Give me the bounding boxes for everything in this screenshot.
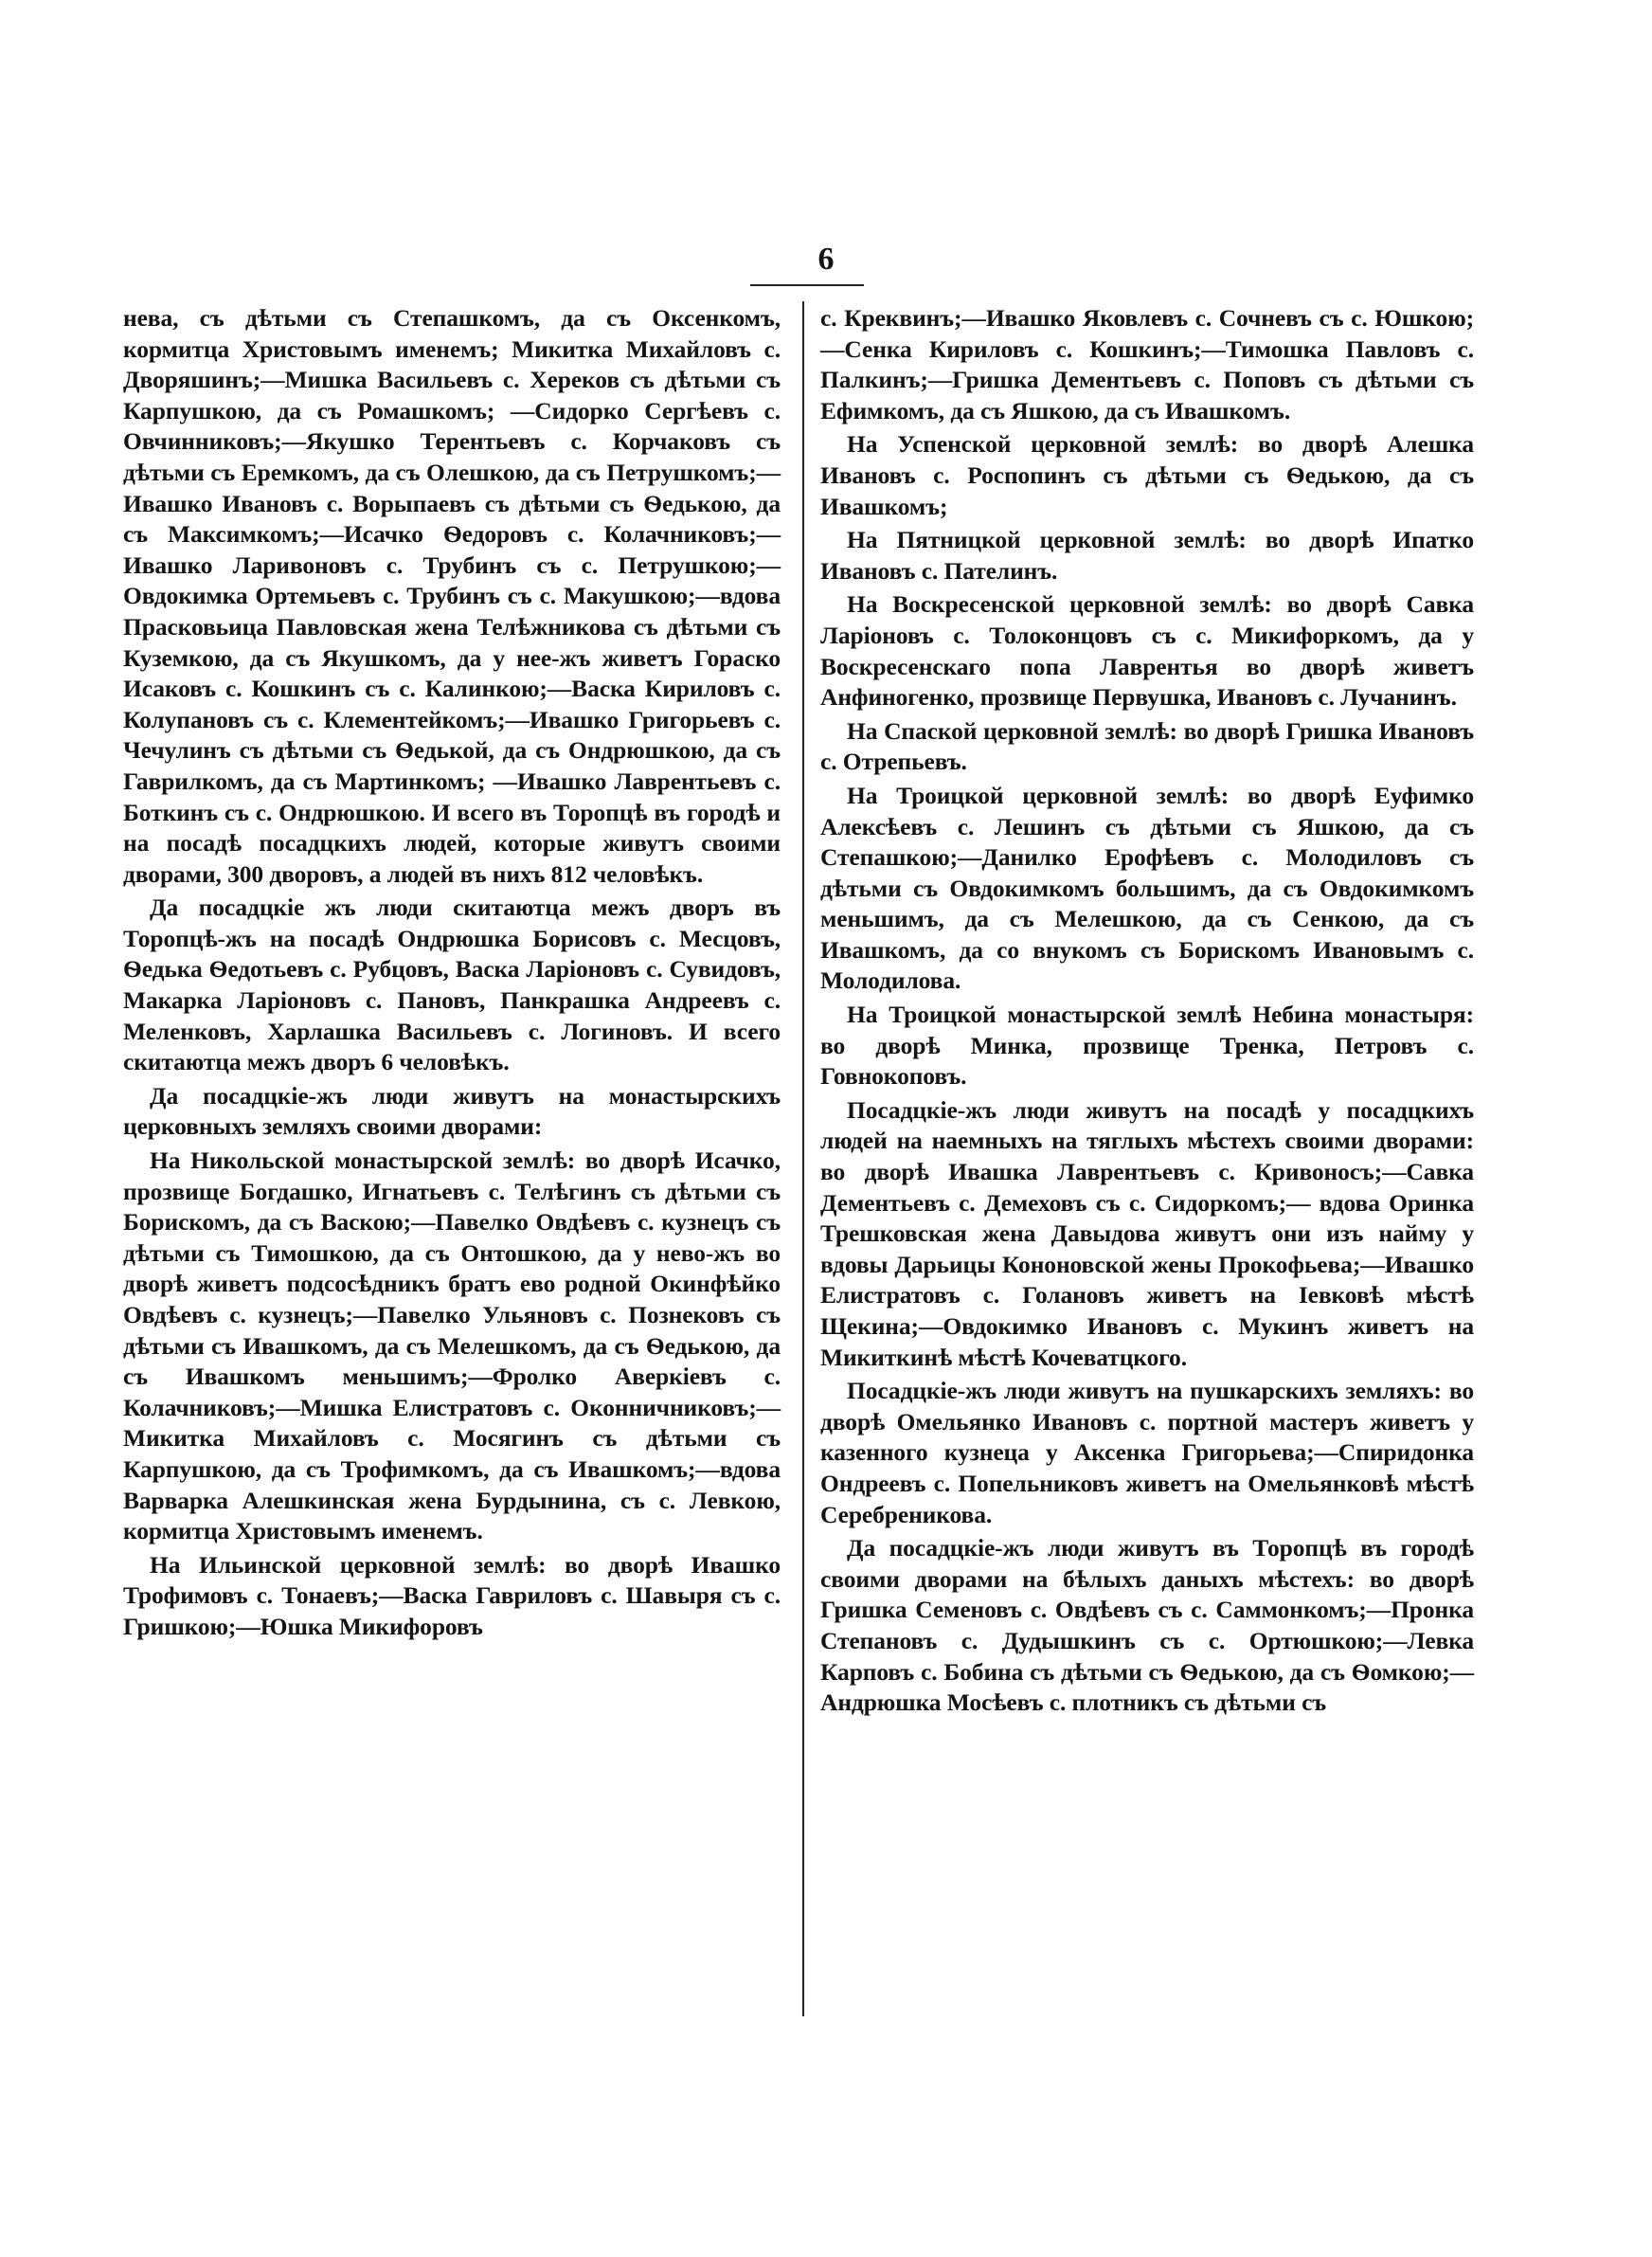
paragraph: На Воскресенской церковной землѣ: во дворѣ Савка Ларіоновъ с. Толоконцовъ съ с. Микифоркомъ, да у Воскресенскаго попа Лаврентья во дворѣ живетъ Анфиногенко, прозвище Первушка, Ивановъ с. Лучанинъ. <box>820 590 1474 712</box>
left-column <box>123 303 781 1646</box>
paragraph: Да посадцкіе-жъ люди живутъ на монастырскихъ церковныхъ земляхъ своими дворами: <box>123 1081 781 1141</box>
paragraph: На Спаской церковной землѣ: во дворѣ Гришка Ивановъ с. Отрепьевъ. <box>820 716 1474 776</box>
right-column <box>820 303 1474 1722</box>
column-divider <box>802 301 804 2016</box>
paragraph: На Пятницкой церковной землѣ: во дворѣ Ипатко Ивановъ с. Пателинъ. <box>820 526 1474 585</box>
paragraph: На Ильинской церковной землѣ: во дворѣ Ивашко Трофимовъ с. Тонаевъ;—Васка Гавриловъ с. Шавыря съ с. Гришкою;—Юшка Микифоровъ <box>123 1550 781 1640</box>
paragraph: На Троицкой монастырской землѣ Небина монастыря: во дворѣ Минка, прозвище Тренка, Петровъ с. Говнокоповъ. <box>820 1001 1474 1091</box>
paragraph: Да посадцкіе-жъ люди живутъ въ Торопцѣ въ городѣ своими дворами на бѣлыхъ даныхъ мѣстехъ: во дворѣ Гришка Семеновъ с. Овдѣевъ съ с. Саммонкомъ;—Пронка Степановъ с. Дудышкинъ съ с. Ортюшкою;—Левка Карповъ с. Бобина съ дѣтьми съ Ѳедькою, да съ Ѳомкою;—Андрюшка Мосѣевъ с. плотникъ съ дѣтьми съ <box>820 1534 1474 1717</box>
paragraph: Посадцкіе-жъ люди живутъ на пушкарскихъ земляхъ: во дворѣ Омельянко Ивановъ с. портной мастеръ живетъ у казенного кузнеца у Аксенка Григорьева;—Спиридонка Ондреевъ с. Попельниковъ живетъ на Омельянковѣ мѣстѣ Серебреникова. <box>820 1377 1474 1528</box>
paragraph: На Никольской монастырской землѣ: во дворѣ Исачко, прозвище Богдашко, Игнатьевъ с. Телѣгинъ съ дѣтьми съ Борискомъ, да съ Васкою;—Павелко Овдѣевъ с. кузнецъ съ дѣтьми съ Тимошкою, да съ Онтошкою, да у нево-жъ во дворѣ живетъ подсосѣдникъ братъ ево родной Окинфѣйко Овдѣевъ с. кузнецъ;—Павелко Ульяновъ с. Познековъ съ дѣтьми съ Ивашкомъ, да съ Мелешкомъ, да съ Ѳедькою, да съ Ивашкомъ меньшимъ;—Фролко Аверкіевъ с. Колачниковъ;—Мишка Елистратовъ с. Оконничниковъ;—Микитка Михайловъ с. Мосягинъ съ дѣтьми съ Карпушкою, да съ Трофимкомъ, да съ Ивашкомъ;—вдова Варварка Алешкинская жена Бурдынина, съ с. Левкою, кормитца Христовымъ именемъ. <box>123 1147 781 1545</box>
paragraph: Посадцкіе-жъ люди живутъ на посадѣ у посадцкихъ людей на наемныхъ на тяглыхъ мѣстехъ своими дворами: во дворѣ Ивашка Лаврентьевъ с. Кривоносъ;—Савка Дементьевъ с. Демеховъ съ с. Сидоркомъ;— вдова Оринка Трешковская жена Давыдова живутъ они изъ найму у вдовы Дарьицы Кононовской жены Прокофьева;—Ивашко Елистратовъ с. Голановъ живетъ на Іевковѣ мѣстѣ Щекина;—Овдокимко Ивановъ с. Мукинъ живетъ на Микиткинѣ мѣстѣ Кочеватцкого. <box>820 1095 1474 1371</box>
paragraph: На Успенской церковной землѣ: во дворѣ Алешка Ивановъ с. Роспопинъ съ дѣтьми съ Ѳедькою, да съ Ивашкомъ; <box>820 430 1474 520</box>
paragraph: Да посадцкіе жъ люди скитаютца межъ дворъ въ Торопцѣ-жъ на посадѣ Ондрюшка Борисовъ с. Месцовъ, Ѳедька Ѳедотьевъ с. Рубцовъ, Васка Ларіоновъ с. Сувидовъ, Макарка Ларіоновъ с. Пановъ, Панкрашка Андреевъ с. Меленковъ, Харлашка Васильевъ с. Логиновъ. И всего скитаютца межъ дворъ 6 человѣкъ. <box>123 894 781 1076</box>
header-rule <box>750 284 864 286</box>
page-number: 6 <box>817 242 835 277</box>
paragraph: с. Креквинъ;—Ивашко Яковлевъ с. Сочневъ съ с. Юшкою;—Сенка Кириловъ с. Кошкинъ;—Тимошка Павловъ с. Палкинъ;—Гришка Дементьевъ с. Поповъ съ дѣтьми съ Ефимкомъ, да съ Яшкою, да съ Ивашкомъ. <box>820 304 1474 424</box>
paragraph: нева, съ дѣтьми съ Степашкомъ, да съ Оксенкомъ, кормитца Христовымъ именемъ; Микитка Михайловъ с. Дворяшинъ;—Мишка Васильевъ с. Хереков съ дѣтьми съ Карпушкою, да съ Ромашкомъ; —Сидорко Сергѣевъ с. Овчинниковъ;—Якушко Терентьевъ с. Корчаковъ съ дѣтьми съ Еремкомъ, да съ Олешкою, да съ Петрушкомъ;—Ивашко Ивановъ с. Ворыпаевъ съ дѣтьми съ Ѳедькою, да съ Максимкомъ;—Исачко Ѳедоровъ с. Колачниковъ;—Ивашко Ларивоновъ с. Трубинъ съ с. Петрушкою;—Овдокимка Ортемьевъ с. Трубинъ съ с. Макушкою;—вдова Прасковьица Павловская жена Телѣжникова съ дѣтьми съ Куземкою, да съ Якушкомъ, да у нее-жъ живетъ Гораско Исаковъ с. Кошкинъ съ с. Калинкою;—Васка Кириловъ с. Колупановъ съ с. Клементейкомъ;—Ивашко Григорьевъ с. Чечулинъ съ дѣтьми съ Ѳедькой, да съ Ондрюшкою, да съ Гаврилкомъ, да съ Мартинкомъ; —Ивашко Лаврентьевъ с. Боткинъ съ с. Ондрюшкою. И всего въ Торопцѣ въ городѣ и на посадѣ посадцкихъ людей, которые живутъ своими дворами, 300 дворовъ, а людей въ нихъ 812 человѣкъ. <box>123 304 781 888</box>
paragraph: На Троицкой церковной землѣ: во дворѣ Еуфимко Алексѣевъ с. Лешинъ съ дѣтьми съ Яшкою, да съ Степашкою;—Данилко Ерофѣевъ с. Молодиловъ съ дѣтьми съ Овдокимкомъ большимъ, да съ Овдокимкомъ меньшимъ, да съ Мелешкою, да съ Сенкою, да съ Ивашкомъ, да со внукомъ съ Борискомъ Ивановымъ с. Молодилова. <box>820 781 1474 995</box>
